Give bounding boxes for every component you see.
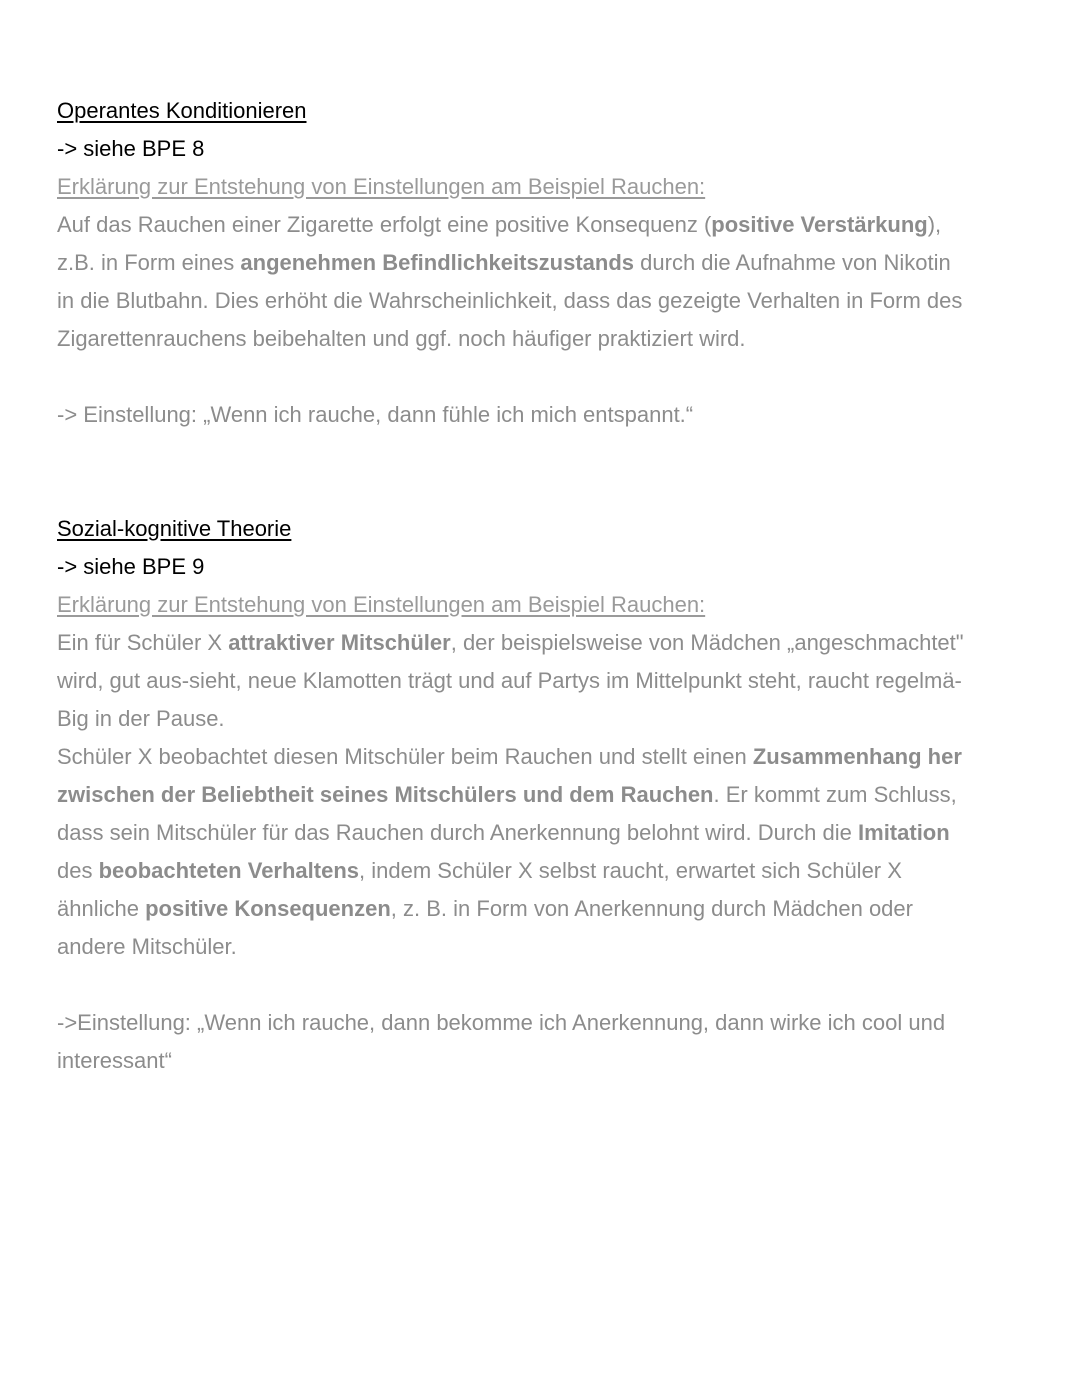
emphasis-text: Imitation (858, 820, 950, 845)
paragraph-line: andere Mitschüler. (57, 934, 237, 959)
section-reference-bpe9: -> siehe BPE 9 (57, 554, 205, 579)
emphasis-text: attraktiver Mitschüler (228, 630, 451, 655)
attitude-conclusion: ->Einstellung: „Wenn ich rauche, dann bekomme ich Anerkennung, dann wirke ich cool und (57, 1010, 946, 1035)
paragraph-line: zwischen der Beliebtheit seines Mitschülers und dem Rauchen. Er kommt zum Schluss, (57, 782, 957, 807)
paragraph-line: in die Blutbahn. Dies erhöht die Wahrscheinlichkeit, dass das gezeigte Verhalten in Form des (57, 288, 963, 313)
emphasis-text: positive Konsequenzen (145, 896, 391, 921)
paragraph-line: ähnliche positive Konsequenzen, z. B. in Form von Anerkennung durch Mädchen oder (57, 896, 913, 921)
paragraph-line: dass sein Mitschüler für das Rauchen durch Anerkennung belohnt wird. Durch die Imitation (57, 820, 950, 845)
paragraph-line: Big in der Pause. (57, 706, 225, 731)
emphasis-text: beobachteten Verhaltens (98, 858, 360, 883)
document-page (57, 92, 1032, 1080)
paragraph-line: z.B. in Form eines angenehmen Befindlichkeitszustands durch die Aufnahme von Nikotin (57, 250, 951, 275)
attitude-conclusion: -> Einstellung: „Wenn ich rauche, dann fühle ich mich entspannt.“ (57, 402, 694, 427)
section-heading-operant: Operantes Konditionieren (57, 98, 307, 123)
paragraph-line: Zigarettenrauchens beibehalten und ggf. noch häufiger praktiziert wird. (57, 326, 746, 351)
paragraph-line: Schüler X beobachtet diesen Mitschüler beim Rauchen und stellt einen Zusammenhang her (57, 744, 962, 769)
section-reference-bpe8: -> siehe BPE 8 (57, 136, 205, 161)
explanation-subheading: Erklärung zur Entstehung von Einstellungen am Beispiel Rauchen: (57, 592, 706, 617)
paragraph-line: Auf das Rauchen einer Zigarette erfolgt eine positive Konsequenz (positive Verstärkung), (57, 212, 942, 237)
explanation-subheading: Erklärung zur Entstehung von Einstellungen am Beispiel Rauchen: (57, 174, 706, 199)
paragraph-line: Ein für Schüler X attraktiver Mitschüler, der beispielsweise von Mädchen „angeschmachtet" (57, 630, 964, 655)
emphasis-text: positive Verstärkung (711, 212, 928, 237)
attitude-conclusion-continued: interessant“ (57, 1048, 172, 1073)
emphasis-text: angenehmen Befindlichkeitszustands (240, 250, 635, 275)
paragraph-line: des beobachteten Verhaltens, indem Schüler X selbst raucht, erwartet sich Schüler X (57, 858, 902, 883)
paragraph-line: wird, gut aus-sieht, neue Klamotten trägt und auf Partys im Mittelpunkt steht, raucht regelmä- (57, 668, 962, 693)
emphasis-text: Zusammenhang her (752, 744, 962, 769)
section-heading-social-cognitive: Sozial-kognitive Theorie (57, 516, 292, 541)
emphasis-text: zwischen der Beliebtheit seines Mitschülers und dem Rauchen (57, 782, 714, 807)
